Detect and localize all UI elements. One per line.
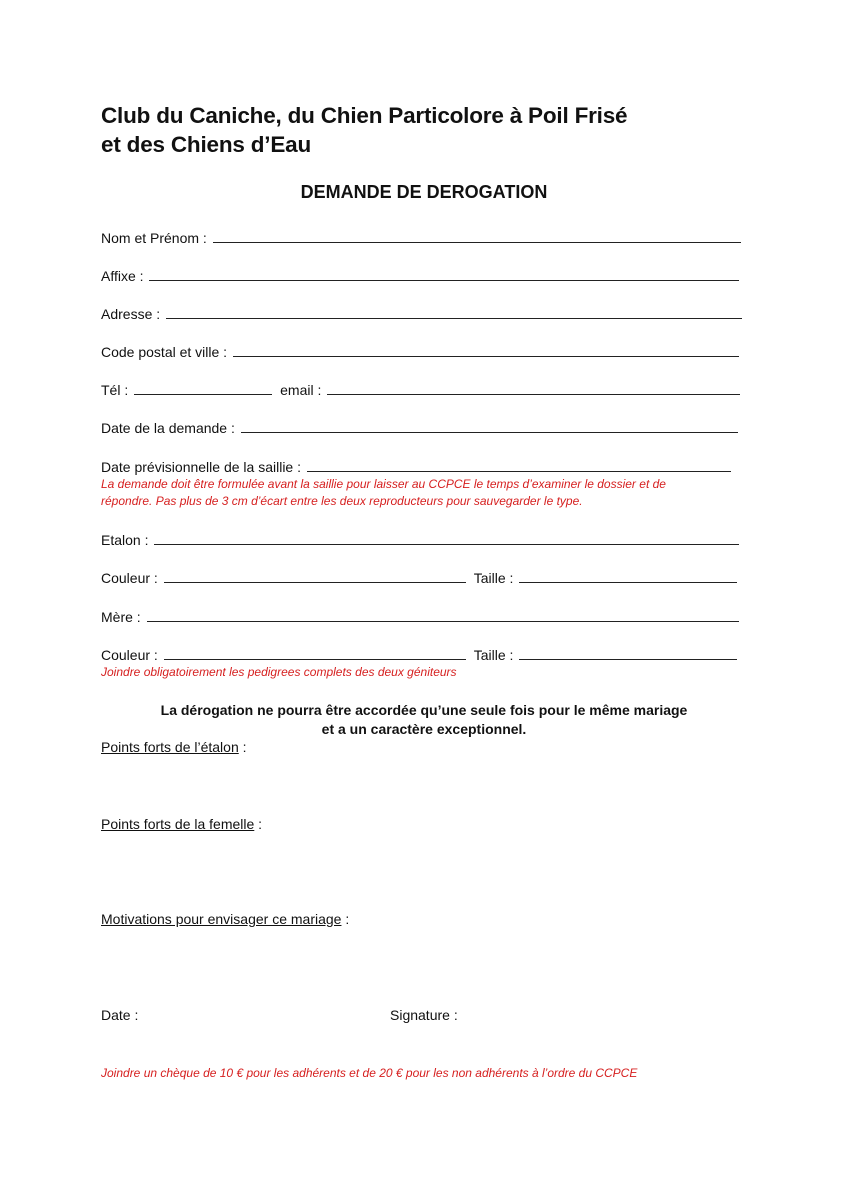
dam-strengths-colon: : xyxy=(254,816,263,832)
signature-label: Signature : xyxy=(390,1007,458,1023)
name-label: Nom et Prénom : xyxy=(101,230,211,246)
motivations-label: Motivations pour envisager ce mariage xyxy=(101,911,342,927)
dam-strengths-label: Points forts de la femelle xyxy=(101,816,255,832)
dam-field-row xyxy=(101,605,739,625)
email-input-line[interactable] xyxy=(327,379,740,395)
dam-color-size-row xyxy=(101,643,737,663)
request-date-field-row xyxy=(101,416,738,436)
name-input-line[interactable] xyxy=(213,227,741,243)
dam-input-line[interactable] xyxy=(147,606,739,622)
statement-line2: et a un caractère exceptionnel. xyxy=(321,721,527,737)
dam-strengths-heading xyxy=(101,816,262,832)
statement-line1: La dérogation ne pourra être accordée qu’une seule fois pour le même mariage xyxy=(160,702,688,718)
stud-field-row xyxy=(101,528,739,548)
motivations-colon: : xyxy=(341,911,350,927)
stud-strengths-colon: : xyxy=(238,739,247,755)
stud-size-input-line[interactable] xyxy=(519,567,737,583)
stud-size-label: Taille : xyxy=(473,570,518,586)
affixe-label: Affixe : xyxy=(101,268,148,284)
date-label: Date : xyxy=(101,1007,139,1023)
exceptional-statement xyxy=(0,701,848,739)
form-title: DEMANDE DE DEROGATION xyxy=(300,182,548,202)
mating-date-field-row xyxy=(101,455,731,475)
address-input-line[interactable] xyxy=(166,303,742,319)
mating-date-label: Date prévisionnelle de la saillie : xyxy=(101,459,305,475)
stud-label: Etalon : xyxy=(101,532,153,548)
postal-city-label: Code postal et ville : xyxy=(101,344,231,360)
pedigree-note: Joindre obligatoirement les pedigrees complets des deux géniteurs xyxy=(101,665,457,679)
affixe-input-line[interactable] xyxy=(149,265,739,281)
mating-note-line2: répondre. Pas plus de 3 cm d’écart entre les deux reproducteurs pour sauvegarder le type. xyxy=(101,494,583,508)
postal-city-input-line[interactable] xyxy=(233,341,739,357)
email-label: email : xyxy=(280,382,326,398)
mating-note xyxy=(101,476,666,510)
club-title-line2: et des Chiens d’Eau xyxy=(101,132,312,157)
dam-label: Mère : xyxy=(101,609,145,625)
stud-color-label: Couleur : xyxy=(101,570,162,586)
request-date-input-line[interactable] xyxy=(241,417,738,433)
dam-color-input-line[interactable] xyxy=(164,644,466,660)
dam-size-input-line[interactable] xyxy=(519,644,737,660)
phone-label: Tél : xyxy=(101,382,133,398)
name-field-row xyxy=(101,226,741,246)
postal-city-field-row xyxy=(101,340,739,360)
phone-email-field-row xyxy=(101,378,740,398)
club-title xyxy=(101,101,801,159)
mating-date-input-line[interactable] xyxy=(307,456,731,472)
stud-color-input-line[interactable] xyxy=(164,567,466,583)
dam-color-label: Couleur : xyxy=(101,647,162,663)
address-field-row xyxy=(101,302,742,322)
stud-strengths-label: Points forts de l’étalon xyxy=(101,739,239,755)
stud-strengths-heading xyxy=(101,739,247,755)
club-title-line1: Club du Caniche, du Chien Particolore à Poil Frisé xyxy=(101,103,628,128)
stud-color-size-row xyxy=(101,566,737,586)
motivations-heading xyxy=(101,911,349,927)
address-label: Adresse : xyxy=(101,306,165,322)
payment-note: Joindre un chèque de 10 € pour les adhérents et de 20 € pour les non adhérents à l’ordre du CCPCE xyxy=(101,1066,638,1080)
mating-note-line1: La demande doit être formulée avant la saillie pour laisser au CCPCE le temps d’examiner le dossier et de xyxy=(101,477,666,491)
phone-input-line[interactable] xyxy=(134,379,272,395)
dam-size-label: Taille : xyxy=(473,647,518,663)
affixe-field-row xyxy=(101,264,739,284)
stud-input-line[interactable] xyxy=(154,529,739,545)
request-date-label: Date de la demande : xyxy=(101,420,239,436)
